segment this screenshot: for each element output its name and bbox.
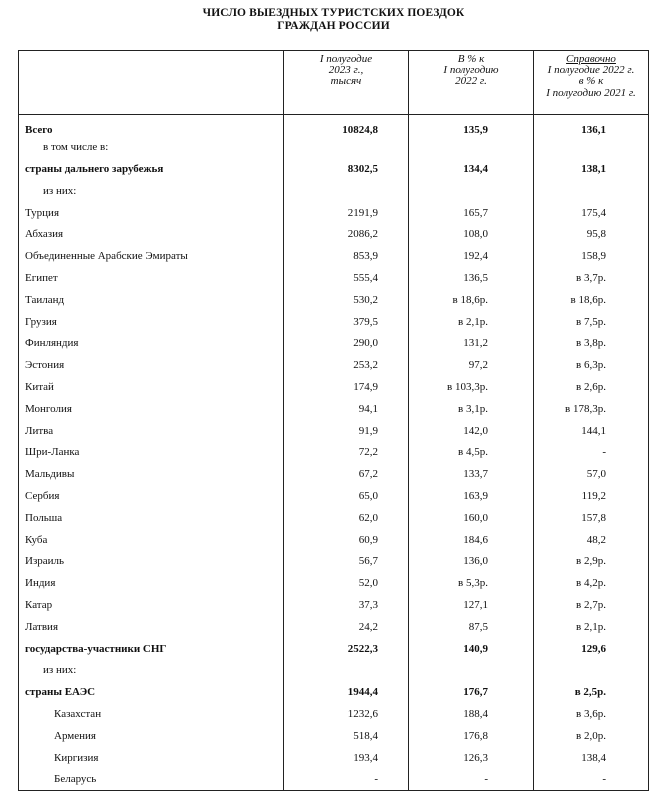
row-trips-thousand: 60,9 [284,529,409,551]
row-percent-2022: в 3,1р. [409,398,534,420]
row-name: Израиль [19,550,284,572]
row-percent-2022: в 103,3р. [409,376,534,398]
row-trips-thousand: 62,0 [284,507,409,529]
row-trips-thousand: 72,2 [284,441,409,463]
row-name: Куба [19,529,284,551]
row-percent-2022: 142,0 [409,420,534,442]
row-reference-percent [534,180,649,202]
table-row [19,507,649,529]
row-name: Катар [19,594,284,616]
row-name: из них: [19,659,284,681]
row-percent-2022: 165,7 [409,202,534,224]
row-trips-thousand: 174,9 [284,376,409,398]
table-row [19,223,649,245]
row-trips-thousand: 193,4 [284,747,409,769]
table-body [19,115,649,791]
row-trips-thousand: 1944,4 [284,681,409,703]
row-trips-thousand: 65,0 [284,485,409,507]
row-percent-2022: 140,9 [409,638,534,660]
row-reference-percent: в 2,5р. [534,681,649,703]
row-reference-percent: в 2,6р. [534,376,649,398]
table-row [19,202,649,224]
row-trips-thousand: 52,0 [284,572,409,594]
row-trips-thousand [284,180,409,202]
row-name: Финляндия [19,332,284,354]
table-row [19,768,649,790]
row-reference-percent: 138,1 [534,158,649,180]
row-trips-thousand: - [284,768,409,790]
row-trips-thousand: 253,2 [284,354,409,376]
table-row [19,245,649,267]
table-row [19,311,649,333]
header-reference-2022-vs-2021: Справочно I полугодие 2022 г. в % к I полугодию 2021 г. [534,51,649,115]
row-percent-2022: 163,9 [409,485,534,507]
table-row [19,180,649,202]
table-row [19,681,649,703]
row-percent-2022: в 5,3р. [409,572,534,594]
table-row [19,420,649,442]
table-row [19,529,649,551]
row-trips-thousand: 290,0 [284,332,409,354]
header-percent-vs-2022: В % к I полугодию 2022 г. [409,51,534,115]
title-line-1: ЧИСЛО ВЫЕЗДНЫХ ТУРИСТСКИХ ПОЕЗДОК [202,7,465,19]
row-reference-percent: 48,2 [534,529,649,551]
row-percent-2022: 97,2 [409,354,534,376]
row-percent-2022: в 18,6р. [409,289,534,311]
table-row [19,747,649,769]
row-reference-percent: 136,1 [534,115,649,137]
row-reference-percent: в 3,6р. [534,703,649,725]
row-percent-2022: в 2,1р. [409,311,534,333]
row-trips-thousand: 94,1 [284,398,409,420]
row-reference-percent: 157,8 [534,507,649,529]
row-reference-percent: в 18,6р. [534,289,649,311]
row-reference-percent: в 2,1р. [534,616,649,638]
row-percent-2022: 176,7 [409,681,534,703]
table-row [19,550,649,572]
table-row [19,267,649,289]
row-name: Сербия [19,485,284,507]
row-reference-percent: 129,6 [534,638,649,660]
row-reference-percent: 158,9 [534,245,649,267]
table-row [19,398,649,420]
table-row [19,136,649,158]
table-row [19,616,649,638]
table-row [19,332,649,354]
row-name: Беларусь [19,768,284,790]
table-row [19,376,649,398]
row-trips-thousand: 555,4 [284,267,409,289]
row-trips-thousand [284,136,409,158]
row-percent-2022: 160,0 [409,507,534,529]
header-trips-h1-2023: I полугодие 2023 г., тысяч [284,51,409,115]
table-row [19,659,649,681]
table-row [19,115,649,137]
row-trips-thousand: 67,2 [284,463,409,485]
row-reference-percent: в 7,5р. [534,311,649,333]
row-trips-thousand: 56,7 [284,550,409,572]
table-row [19,485,649,507]
tourist-trips-table [18,50,649,791]
row-percent-2022: 127,1 [409,594,534,616]
row-trips-thousand: 530,2 [284,289,409,311]
header-country [19,51,284,115]
row-reference-percent: в 4,2р. [534,572,649,594]
row-percent-2022: 188,4 [409,703,534,725]
row-reference-percent: - [534,441,649,463]
row-reference-percent [534,136,649,158]
table-row [19,463,649,485]
row-trips-thousand: 91,9 [284,420,409,442]
row-name: страны дальнего зарубежья [19,158,284,180]
row-trips-thousand: 518,4 [284,725,409,747]
row-percent-2022 [409,659,534,681]
row-percent-2022: 126,3 [409,747,534,769]
row-name: Польша [19,507,284,529]
table-row [19,594,649,616]
row-name: Монголия [19,398,284,420]
row-trips-thousand: 1232,6 [284,703,409,725]
row-name: Латвия [19,616,284,638]
row-percent-2022: 136,0 [409,550,534,572]
row-percent-2022 [409,136,534,158]
row-name: Армения [19,725,284,747]
table-header-row [19,51,649,115]
row-trips-thousand: 37,3 [284,594,409,616]
row-percent-2022: 87,5 [409,616,534,638]
row-name: Таиланд [19,289,284,311]
row-trips-thousand: 24,2 [284,616,409,638]
row-trips-thousand: 853,9 [284,245,409,267]
row-reference-percent: 144,1 [534,420,649,442]
row-percent-2022: 108,0 [409,223,534,245]
row-percent-2022 [409,180,534,202]
row-name: Литва [19,420,284,442]
row-name: из них: [19,180,284,202]
row-reference-percent: 95,8 [534,223,649,245]
table-row [19,354,649,376]
row-name: Казахстан [19,703,284,725]
table-row [19,441,649,463]
row-name: Объединенные Арабские Эмираты [19,245,284,267]
row-reference-percent: - [534,768,649,790]
title-line-2: ГРАЖДАН РОССИИ [277,20,390,32]
row-name: Турция [19,202,284,224]
row-percent-2022: 136,5 [409,267,534,289]
row-name: Египет [19,267,284,289]
row-reference-percent: в 2,9р. [534,550,649,572]
row-percent-2022: 192,4 [409,245,534,267]
row-reference-percent: 138,4 [534,747,649,769]
row-reference-percent: в 178,3р. [534,398,649,420]
row-trips-thousand: 10824,8 [284,115,409,137]
row-name: Индия [19,572,284,594]
row-trips-thousand [284,659,409,681]
row-reference-percent: в 3,8р. [534,332,649,354]
row-name: Всего [19,115,284,137]
row-reference-percent [534,659,649,681]
table-row [19,725,649,747]
row-reference-percent: в 6,3р. [534,354,649,376]
row-name: страны ЕАЭС [19,681,284,703]
row-name: Киргизия [19,747,284,769]
row-percent-2022: 135,9 [409,115,534,137]
table-row [19,289,649,311]
row-name: в том числе в: [19,136,284,158]
table-row [19,158,649,180]
row-reference-percent: 119,2 [534,485,649,507]
row-reference-percent: 175,4 [534,202,649,224]
row-percent-2022: 131,2 [409,332,534,354]
row-reference-percent: в 3,7р. [534,267,649,289]
row-name: Абхазия [19,223,284,245]
row-percent-2022: 133,7 [409,463,534,485]
document-title [0,7,667,33]
row-trips-thousand: 2522,3 [284,638,409,660]
row-name: государства-участники СНГ [19,638,284,660]
row-name: Мальдивы [19,463,284,485]
row-percent-2022: 176,8 [409,725,534,747]
row-trips-thousand: 8302,5 [284,158,409,180]
row-reference-percent: в 2,7р. [534,594,649,616]
row-trips-thousand: 2086,2 [284,223,409,245]
table-row [19,638,649,660]
row-percent-2022: 134,4 [409,158,534,180]
row-trips-thousand: 379,5 [284,311,409,333]
row-percent-2022: в 4,5р. [409,441,534,463]
row-percent-2022: - [409,768,534,790]
row-name: Шри-Ланка [19,441,284,463]
row-name: Эстония [19,354,284,376]
row-trips-thousand: 2191,9 [284,202,409,224]
row-percent-2022: 184,6 [409,529,534,551]
row-name: Китай [19,376,284,398]
row-reference-percent: 57,0 [534,463,649,485]
row-reference-percent: в 2,0р. [534,725,649,747]
table-row [19,703,649,725]
table-row [19,572,649,594]
row-name: Грузия [19,311,284,333]
